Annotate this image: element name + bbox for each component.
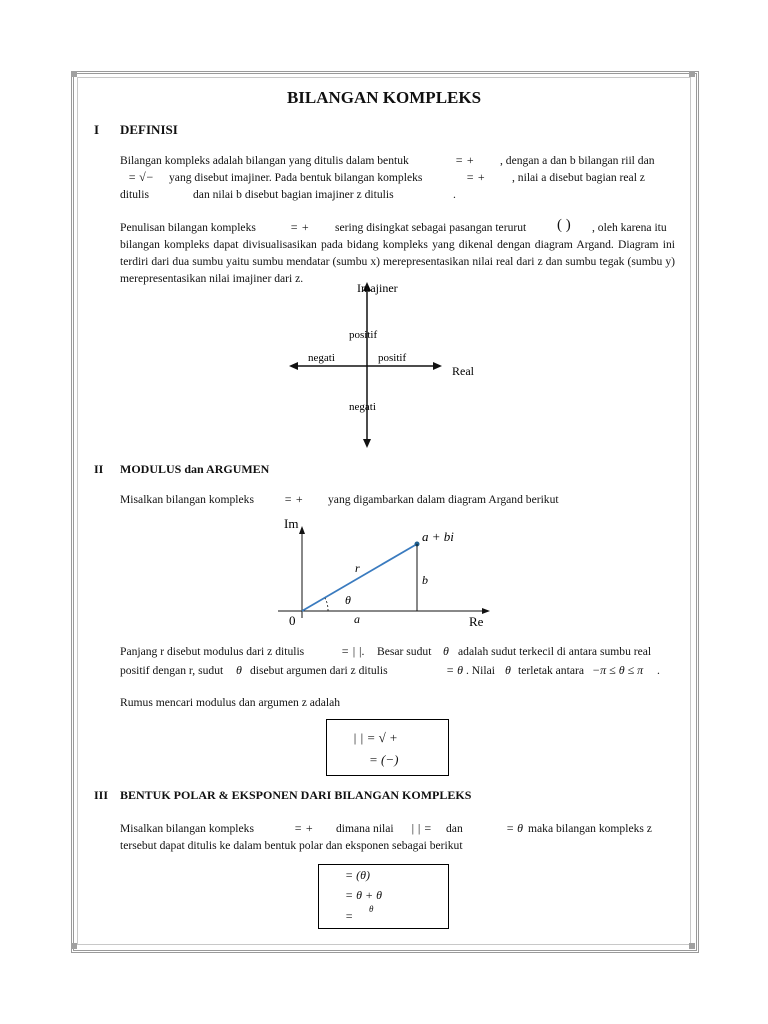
corner-ornament (71, 71, 77, 77)
corner-ornament (689, 71, 695, 77)
modulus-intro: yang digambarkan dalam diagram Argand berikut (328, 493, 559, 506)
math-expression: = | |. (341, 644, 365, 658)
theta-symbol: θ (236, 663, 242, 677)
modulus-line: positif dengan r, sudut (120, 664, 224, 677)
corner-ornament (71, 943, 77, 949)
corner-ornament (689, 943, 695, 949)
positive-imag-label: positif (349, 329, 378, 341)
definition-line: . (453, 188, 456, 201)
section-number: II (94, 462, 104, 476)
modulus-line: adalah sudut terkecil di antara sumbu real (458, 645, 652, 658)
modulus-line: Besar sudut (377, 645, 432, 658)
math-expression: = + (290, 220, 310, 234)
polar-formula-box (318, 864, 449, 929)
definition-line: yang disebut imajiner. Pada bentuk bilangan kompleks (169, 171, 423, 184)
r-label: r (355, 561, 360, 575)
definition-line: dan nilai b disebut bagian imajiner z ditulis (193, 188, 394, 201)
a-label: a (354, 612, 360, 626)
theta-symbol: θ (443, 644, 449, 658)
positive-real-label: positif (378, 352, 407, 364)
polar-line: dimana nilai (336, 822, 394, 835)
modulus-intro: Misalkan bilangan kompleks (120, 493, 254, 506)
definition-line: sering disingkat sebagai pasangan terurut (335, 221, 527, 234)
section-title: BENTUK POLAR & EKSPONEN DARI BILANGAN KOMPLEKS (120, 788, 472, 802)
polar-line: maka bilangan kompleks z (528, 822, 652, 835)
math-expression: = + (294, 821, 314, 835)
theta-symbol: θ (505, 663, 511, 677)
modulus-formula: | | = √ + (353, 730, 398, 745)
page-border-inner (77, 77, 691, 945)
section-number: III (94, 788, 109, 802)
math-expression: = + (466, 170, 486, 184)
definition-line: , oleh karena itu (592, 221, 667, 234)
math-expression: = √− (128, 170, 154, 184)
document-title: BILANGAN KOMPLEKS (286, 88, 482, 107)
theta-label: θ (345, 593, 351, 607)
section-title: MODULUS dan ARGUMEN (120, 462, 270, 476)
point-label: a + bi (422, 529, 454, 544)
polar-line: dan (446, 822, 463, 835)
polar-form-1: = (θ) (345, 868, 370, 882)
definition-line: Bilangan kompleks adalah bilangan yang ditulis dalam bentuk (120, 154, 409, 167)
origin-label: 0 (289, 613, 296, 628)
math-expression: = + (455, 153, 475, 167)
definition-line: Penulisan bilangan kompleks (120, 221, 256, 234)
definition-line: , nilai a disebut bagian real z (512, 171, 645, 184)
negative-real-label: negati (308, 352, 335, 364)
math-expression: = θ (506, 821, 523, 835)
ordered-pair-paren: ( ) (557, 217, 571, 233)
formula-intro: Rumus mencari modulus dan argumen z adalah (120, 696, 341, 709)
arrow-down-icon (363, 439, 371, 448)
argument-formula: = (−) (369, 752, 399, 767)
b-label: b (422, 573, 428, 587)
arrow-left-icon (289, 362, 298, 370)
definition-line: , dengan a dan b bilangan riil dan (500, 154, 655, 167)
modulus-line: . Nilai (466, 664, 495, 677)
math-expression: = + (284, 492, 304, 506)
modulus-line: terletak antara (518, 664, 584, 677)
section-title: DEFINISI (120, 122, 178, 137)
exponent-form: = (345, 909, 354, 923)
angle-arc (325, 598, 328, 611)
definition-line: ditulis (120, 188, 149, 201)
modulus-line: disebut argumen dari z ditulis (250, 664, 388, 677)
im-label: Im (284, 516, 299, 531)
modulus-vector (302, 544, 417, 611)
real-label: Real (452, 364, 474, 378)
imaginary-label: Imajiner (357, 281, 398, 295)
math-expression: | | = (411, 821, 432, 835)
math-expression: −π ≤ θ ≤ π (592, 663, 644, 677)
math-expression: = θ (446, 663, 463, 677)
modulus-line: . (657, 664, 660, 677)
argand-modulus-diagram (276, 512, 496, 632)
definition-paragraph: bilangan kompleks dapat divisualisasikan pada bidang kompleks yang dikenal dengan diagram Argand. Diagram ini terdiri dari dua sumbu yaitu sumbu mendatar (sumbu x) merepresentasikan nilai real dari z dan sumbu tegak (sumbu y) merepresentasikan nilai imajiner dari z. (120, 238, 675, 285)
modulus-formula-box (326, 719, 449, 776)
polar-line: tersebut dapat ditulis ke dalam bentuk polar dan eksponen sebagai berikut (120, 839, 463, 852)
argand-axes-diagram (285, 278, 485, 450)
polar-form-2: = θ + θ (345, 888, 382, 902)
arrow-right-icon (433, 362, 442, 370)
polar-line: Misalkan bilangan kompleks (120, 822, 254, 835)
section-number: I (94, 122, 100, 137)
arrow-up-icon (299, 526, 305, 534)
negative-imag-label: negati (349, 401, 376, 413)
re-label: Re (469, 614, 484, 629)
modulus-line: Panjang r disebut modulus dari z ditulis (120, 645, 305, 658)
exponent-superscript: θ (369, 904, 374, 914)
